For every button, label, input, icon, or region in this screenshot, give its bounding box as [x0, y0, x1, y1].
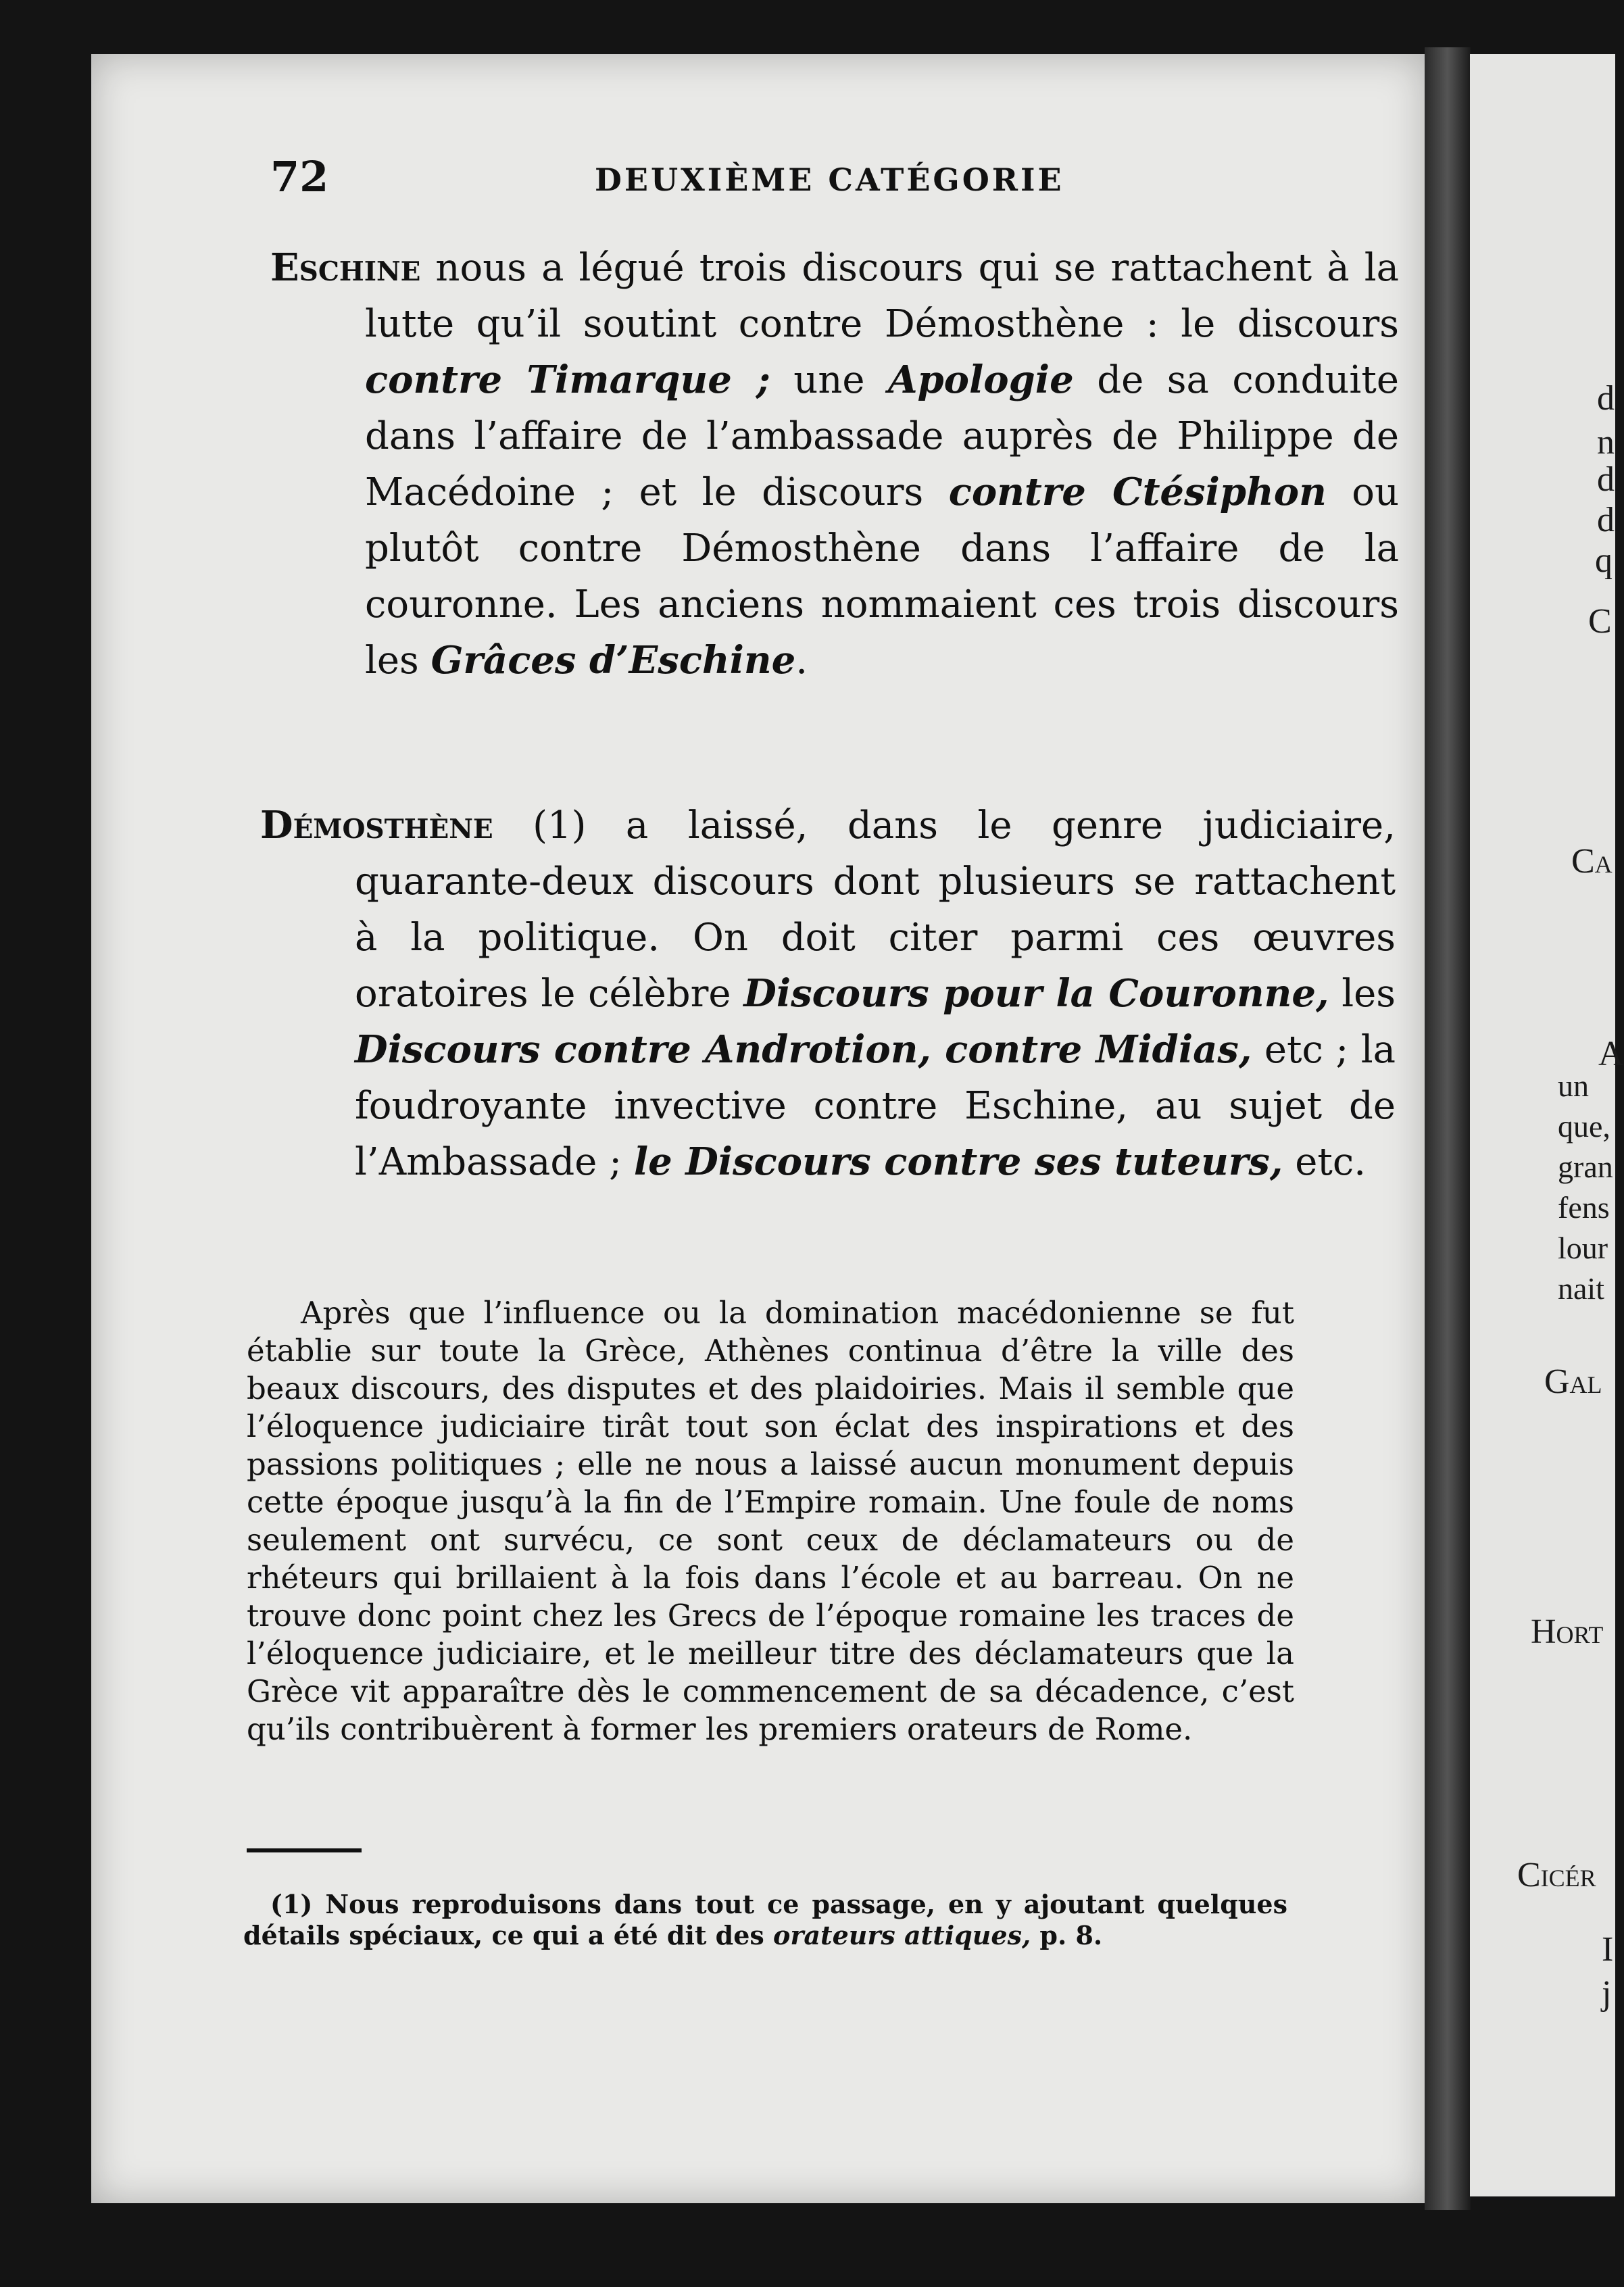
paragraph-text: (1) a laissé, dans le genre judiciaire, quarante-deux discours dont plusieurs se rattachent à la politique. On doit citer parmi ces œuvres oratoires le célèbre [355, 804, 1396, 1016]
adjacent-page-fragment: Gal [1544, 1362, 1602, 1401]
adjacent-page-fragment: un [1558, 1068, 1589, 1103]
adjacent-page-fragment: I [1602, 1930, 1614, 1969]
adjacent-page-fragment: d [1597, 379, 1615, 418]
paragraph-text: etc ; la foudroyante invective contre Eschine, au sujet de l’Ambassade ; [355, 1028, 1396, 1184]
adjacent-page-fragment: nait [1558, 1271, 1604, 1306]
footnote-reference: orateurs attiques, [773, 1920, 1031, 1950]
work-title: Discours contre Androtion, contre Midias, [355, 1027, 1252, 1072]
paragraph-demosthene [260, 797, 1396, 1190]
footnote [243, 1889, 1287, 1951]
work-title: contre Ctésiphon [948, 470, 1327, 514]
footnote-text: p. 8. [1031, 1920, 1103, 1950]
work-title: le Discours contre ses tuteurs, [633, 1139, 1283, 1184]
paragraph-text: une [770, 358, 889, 402]
running-head: DEUXIÈME CATÉGORIE [595, 162, 1064, 198]
paragraph-apres: Après que l’influence ou la domination macédonienne se fut établie sur toute la Grèce, Athènes continua d’être la ville des beaux discours, des disputes et des plaidoiries. Mais il semble que l’éloquence judiciaire tirât tout son éclat des inspirations et des passions politiques ; elle ne nous a laissé aucun monument depuis cette époque jusqu’à la fin de l’Empire romain. Une foule de noms seulement ont survécu, ce sont ceux de déclamateurs ou de rhéteurs qui brillaient à la fois dans l’école et au barreau. On ne trouve donc point chez les Grecs de l’époque romaine les traces de l’éloquence judiciaire, et le meilleur titre des déclamateurs que la Grèce vit apparaître dès le commencement de sa décadence, c’est qu’ils contribuèrent à former les premiers orateurs de Rome. [247, 1295, 1294, 1747]
paragraph-text: nous a légué trois discours qui se rattachent à la lutte qu’il soutint contre Démosthène : le discours [365, 246, 1399, 346]
footnote-rule [247, 1848, 362, 1852]
paragraph-text: de sa conduite dans l’affaire de l’ambassade auprès de Philippe de Macédoine ; et le discours [365, 358, 1399, 514]
adjacent-page-fragment: lour [1558, 1231, 1608, 1265]
paragraph-text: . [795, 639, 808, 683]
adjacent-page-fragment: j [1602, 1974, 1612, 2013]
adjacent-page-fragment: Ca [1571, 842, 1613, 881]
adjacent-page-fragment: Cicér [1517, 1856, 1596, 1894]
page-number: 72 [270, 152, 329, 201]
paragraph-text: les [1329, 972, 1396, 1016]
paragraph-text: etc. [1283, 1140, 1367, 1184]
book-gutter [1425, 47, 1471, 2210]
adjacent-page-fragment: fens [1558, 1190, 1610, 1225]
paragraph-eschine [270, 240, 1399, 689]
adjacent-page-fragment: Hort [1531, 1613, 1604, 1651]
adjacent-page-fragment: gran [1558, 1150, 1613, 1184]
adjacent-page-fragment: que, [1558, 1109, 1610, 1144]
work-title: Discours pour la Couronne, [743, 971, 1329, 1016]
adjacent-page [1470, 54, 1624, 2196]
adjacent-page-fragment: C [1588, 602, 1612, 641]
paragraph-text: ou plutôt contre Démosthène dans l’affaire de la couronne. Les anciens nommaient ces trois discours les [365, 470, 1400, 683]
footnote-text: (1) Nous reproduisons dans tout ce passage, en y ajoutant quelques détails spéciaux, ce qui a été dit des [243, 1889, 1287, 1950]
adjacent-page-fragment: q [1595, 541, 1613, 580]
work-title: Apologie [888, 358, 1074, 402]
adjacent-page-fragment: d [1597, 460, 1615, 499]
work-title: contre Timarque ; [365, 358, 770, 402]
author-name: Démosthène [260, 803, 493, 847]
author-name: Eschine [270, 245, 421, 290]
adjacent-page-fragment: n [1597, 423, 1615, 462]
adjacent-page-fragment: d [1597, 501, 1615, 539]
work-title: Grâces d’Eschine [430, 638, 796, 683]
adjacent-page-fragment: A [1598, 1035, 1624, 1073]
page-header [270, 152, 1318, 206]
